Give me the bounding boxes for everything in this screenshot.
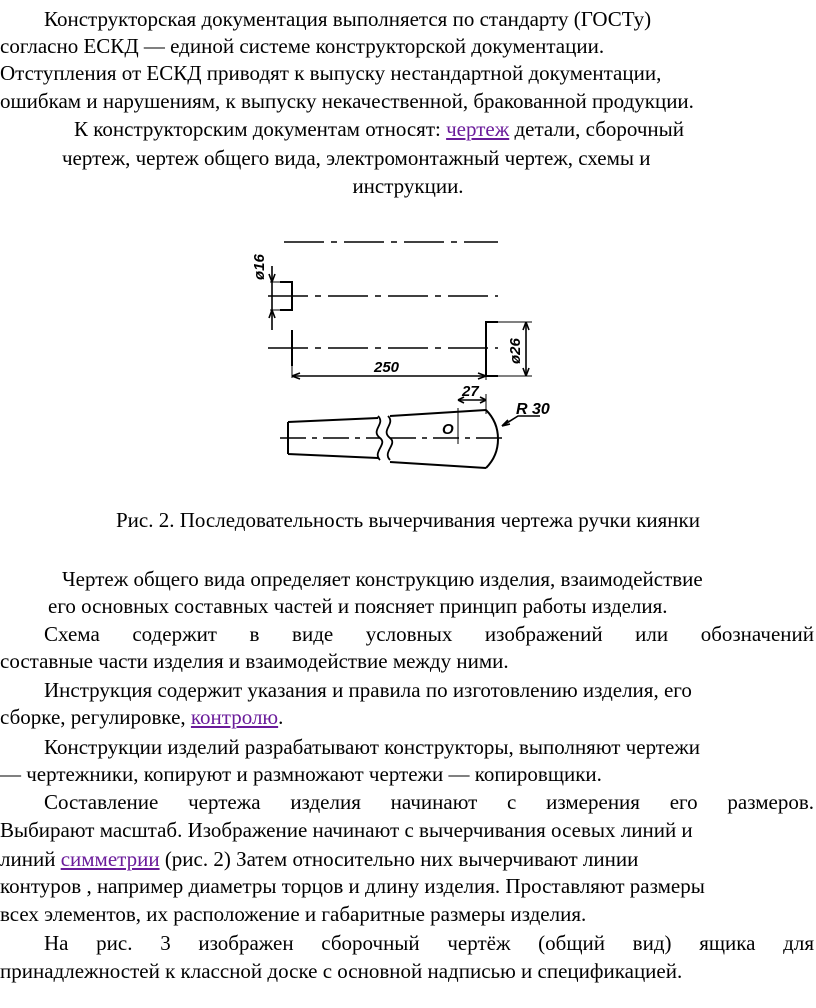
p4-line-2: — чертежники, копируют и размножают чертежи — копировщики.	[0, 762, 602, 786]
figure-caption: Рис. 2. Последовательность вычерчивания чертежа ручки киянки	[116, 508, 700, 532]
p2-line-2: составные части изделия и взаимодействие между ними.	[0, 649, 509, 673]
link-chertezh[interactable]: чертеж	[446, 117, 510, 141]
dim-label-250: 250	[374, 359, 400, 376]
link-simmetrii[interactable]: симметрии	[60, 847, 160, 871]
p5-line-5: всех элементов, их расположение и габаритные размеры изделия.	[0, 902, 587, 926]
p1-line-2: его основных составных частей и поясняет принцип работы изделия.	[48, 594, 668, 618]
dim-label-27: 27	[462, 383, 479, 400]
p5-line-4: контуров , например диаметры торцов и длину изделия. Проставляют размеры	[0, 874, 705, 898]
p3-line-2-post: .	[278, 705, 284, 729]
p6-line-1: На рис. 3 изображен сборочный чертёж (общий вид) ящика для	[44, 931, 814, 955]
handle-right-part	[390, 410, 486, 468]
p5-line-3-post: (рис. 2) Затем относительно них вычерчивают линии	[159, 847, 639, 871]
figure-handle-drawing	[240, 230, 580, 490]
p3-line-2	[0, 704, 283, 730]
intro-line-5-pre: К конструкторским документам относят:	[74, 117, 447, 141]
center-label-o: O	[442, 421, 454, 438]
dim-label-d26: ø26	[507, 338, 524, 364]
link-kontrolyu[interactable]: контролю	[190, 705, 279, 729]
intro-line-1: Конструкторская документация выполняется по стандарту (ГОСТу)	[44, 7, 652, 31]
p3-line-1: Инструкция содержит указания и правила по изготовлению изделия, его	[44, 678, 692, 702]
p5-line-2: Выбирают масштаб. Изображение начинают с вычерчивания осевых линий и	[0, 818, 693, 842]
p3-line-2-pre: сборке, регулировке,	[0, 705, 191, 729]
intro-line-5-post: детали, сборочный	[509, 117, 684, 141]
dim-label-d16: ø16	[251, 254, 268, 280]
contour-d26	[486, 322, 498, 376]
p6-line-2: принадлежностей к классной доске с основной надписью и спецификацией.	[0, 959, 683, 983]
p5-line-3	[0, 846, 638, 872]
p5-line-3-pre: линий	[0, 847, 61, 871]
intro-line-6: чертеж, чертеж общего вида, электромонтажный чертеж, схемы и	[62, 146, 651, 170]
intro-line-3: Отступления от ЕСКД приводят к выпуску нестандартной документации,	[0, 61, 662, 85]
intro-line-7: инструкции.	[352, 174, 464, 198]
p5-line-1: Составление чертежа изделия начинают с измерения его размеров.	[44, 790, 814, 814]
p1-line-1: Чертеж общего вида определяет конструкцию изделия, взаимодействие	[62, 567, 703, 591]
intro-line-2: согласно ЕСКД — единой системе конструкторской документации.	[0, 34, 605, 58]
intro-line-5	[74, 116, 684, 142]
dim-label-r30: R 30	[516, 401, 550, 418]
p2-line-1: Схема содержит в виде условных изображений или обозначений	[44, 622, 814, 646]
p4-line-1: Конструкции изделий разрабатывают конструкторы, выполняют чертежи	[44, 735, 701, 759]
intro-line-4: ошибкам и нарушениям, к выпуску некачественной, бракованной продукции.	[0, 89, 694, 113]
